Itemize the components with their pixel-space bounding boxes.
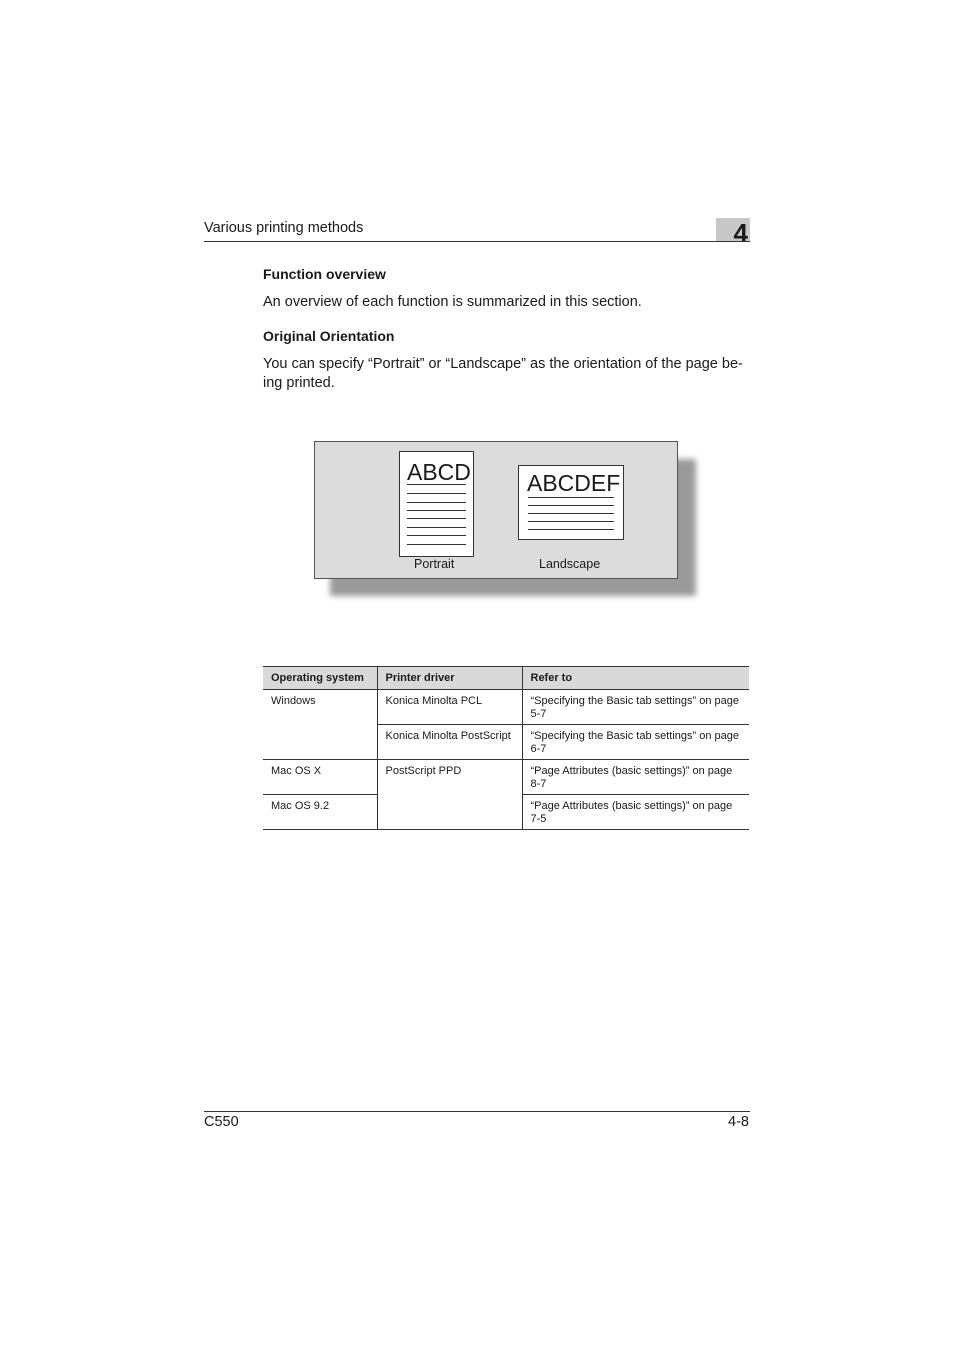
footer-divider	[204, 1111, 750, 1112]
table-row	[263, 690, 749, 725]
footer-model: C550	[204, 1114, 239, 1130]
text-line	[407, 510, 466, 511]
refer-cell: “Specifying the Basic tab settings” on page 6-7	[522, 725, 749, 760]
section-heading-original-orientation: Original Orientation	[263, 328, 395, 344]
landscape-page-illustration	[518, 465, 624, 540]
header-refer-to: Refer to	[522, 667, 749, 690]
section-heading-function-overview: Function overview	[263, 266, 386, 282]
text-line	[407, 493, 466, 494]
text-line	[407, 484, 466, 485]
driver-reference-table	[263, 666, 749, 830]
os-cell: Mac OS 9.2	[263, 795, 377, 830]
text-line	[528, 497, 614, 498]
landscape-page-text: ABCDEF	[527, 470, 621, 496]
refer-cell: “Specifying the Basic tab settings” on page 5-7	[522, 690, 749, 725]
section-text-original-orientation: You can specify “Portrait” or “Landscape” as the orientation of the page be- ing printed.	[263, 356, 743, 391]
running-header-title: Various printing methods	[204, 220, 364, 236]
text-line	[528, 529, 614, 530]
text-line	[528, 513, 614, 514]
text-line	[407, 502, 466, 503]
os-cell: Mac OS X	[263, 760, 377, 795]
table-header-row	[263, 667, 749, 690]
driver-cell: Konica Minolta PostScript	[377, 725, 522, 760]
text-line	[407, 535, 466, 536]
header-divider	[204, 241, 750, 242]
text-line	[528, 505, 614, 506]
portrait-page-illustration	[399, 451, 474, 557]
footer-page-number: 4-8	[728, 1114, 749, 1130]
header-operating-system: Operating system	[263, 667, 377, 690]
driver-cell: Konica Minolta PCL	[377, 690, 522, 725]
table-row	[263, 760, 749, 795]
chapter-number: 4	[733, 218, 748, 248]
driver-cell: PostScript PPD	[377, 760, 522, 830]
portrait-caption: Portrait	[414, 557, 455, 571]
text-line	[407, 518, 466, 519]
text-line	[407, 527, 466, 528]
os-cell: Windows	[263, 690, 377, 760]
text-line	[528, 521, 614, 522]
portrait-page-text: ABCD	[407, 459, 471, 485]
header-printer-driver: Printer driver	[377, 667, 522, 690]
text-line	[407, 544, 466, 545]
refer-cell: “Page Attributes (basic settings)” on page 7-5	[522, 795, 749, 830]
section-text-function-overview: An overview of each function is summarized in this section.	[263, 294, 642, 310]
landscape-caption: Landscape	[539, 557, 601, 571]
refer-cell: “Page Attributes (basic settings)” on page 8-7	[522, 760, 749, 795]
